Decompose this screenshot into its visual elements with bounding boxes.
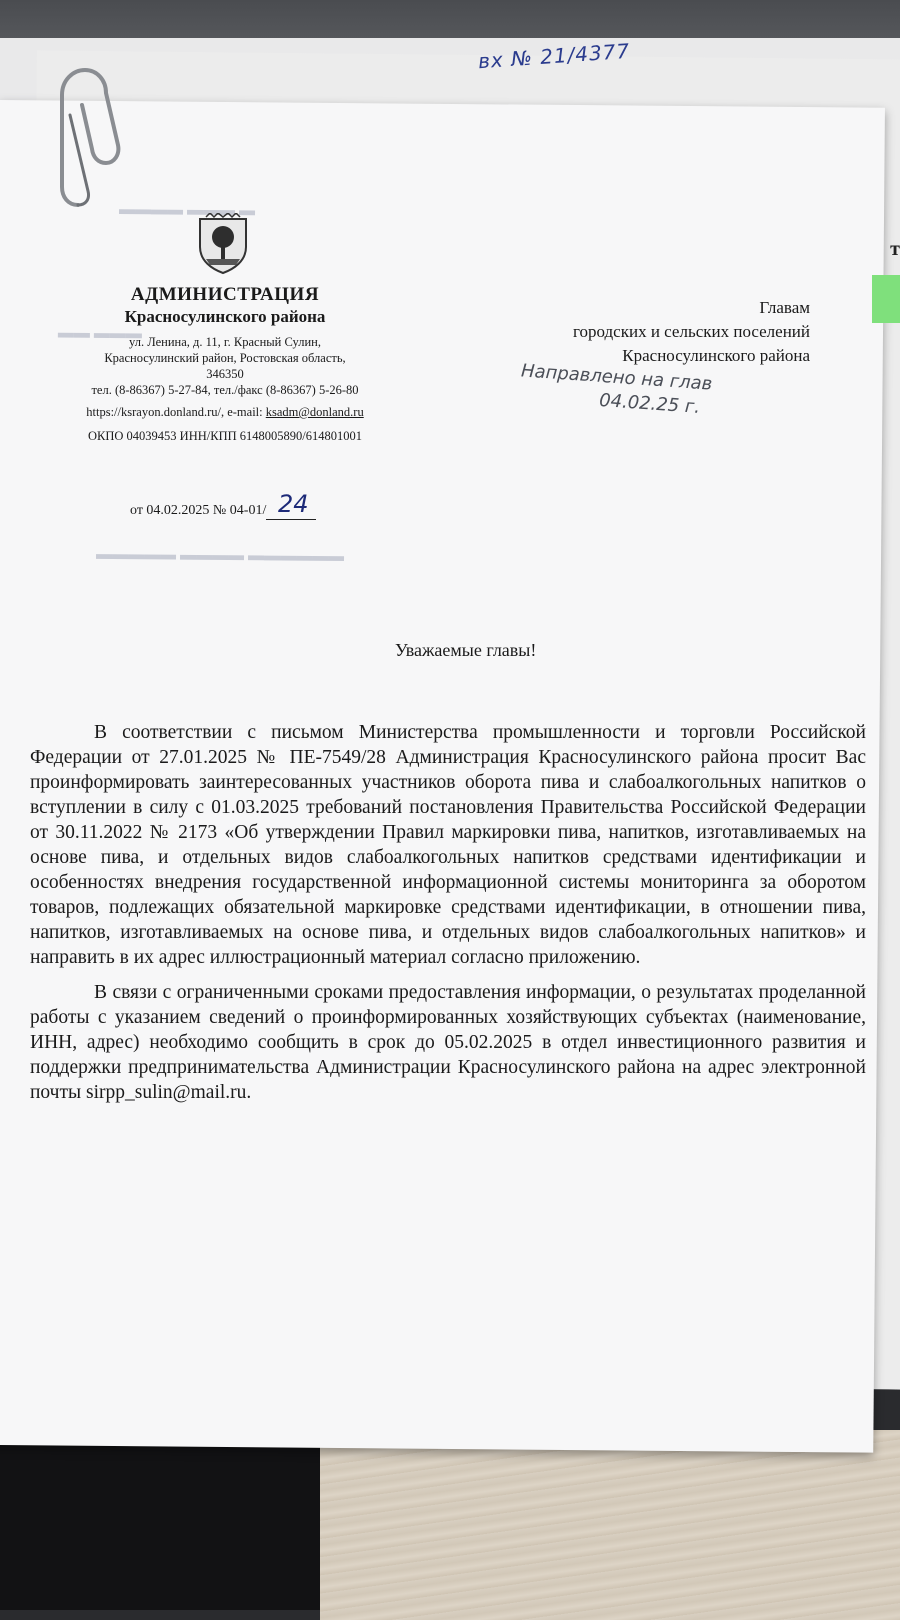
salutation: Уважаемые главы! — [395, 640, 537, 660]
paperclip-icon — [40, 55, 140, 215]
bleed-through-text: ▬▬▬▬ ▬▬▬ ▬ — [118, 201, 256, 220]
green-sticky-tab — [872, 275, 900, 323]
org-phones: тел. (8-86367) 5-27-84, тел./факс (8-86367) 5-26-80 — [91, 383, 359, 397]
body-paragraph-1: В соответствии с письмом Министерства промышленности и торговли Российской Федерации от 27.01.2025 № ПЕ-7549/28 Администрация Красносулинского района просит Вас проинформировать заинтересованных участников оборота пива и слабоалкогольных напитков о вступлении в силу с 01.03.2025 требований постановления Правительства Российской Федерации от 30.11.2022 № 2173 «Об утверждении Правил маркировки пива, напитков, изготавливаемых на основе пива, и отдельных видов слабоалкогольных напитков средствами идентификации и особенностях внедрения государственной информационной системы мониторинга за оборотом товаров, подлежащих обязательной маркировке средствами идентификации, в отношении пива, напитков, изготавливаемых на основе пива, и отдельных видов слабоалкогольных напитков» и направить в их адрес иллюстрационный материал согласно приложению. — [30, 722, 866, 968]
bleed-through-text: ▬▬▬▬▬ ▬▬▬▬ ▬▬▬▬▬▬ — [95, 545, 345, 566]
letter-body — [30, 720, 866, 1115]
organization-header — [57, 284, 390, 444]
coat-of-arms-icon — [196, 213, 250, 275]
org-codes: ОКПО 04039453 ИНН/КПП 6148005890/614801001 — [88, 429, 362, 443]
org-email-link[interactable]: ksadm@donland.ru — [265, 405, 364, 419]
adjacent-page-edge-letter: т — [890, 238, 900, 260]
org-address-1: ул. Ленина, д. 11, г. Красный Сулин, — [129, 335, 321, 349]
bleed-through-text: ▬▬ ▬▬▬ — [57, 324, 143, 343]
org-web-line — [60, 404, 390, 420]
reference-prefix: от 04.02.2025 № 04-01/ — [130, 503, 267, 518]
org-address-2: Красносулинский район, Ростовская область, — [104, 351, 346, 365]
incoming-number-handwriting: вх № 21/4377 — [477, 38, 631, 74]
addressee-line-2: городских и сельских поселений — [572, 322, 810, 341]
addressee-line-3: Красносулинского района — [622, 346, 810, 365]
resolution-line-1: Направлено на глав — [520, 360, 713, 395]
addressee-block — [470, 296, 810, 368]
background-wood-desk — [320, 1430, 900, 1620]
addressee-line-1: Главам — [759, 298, 810, 317]
org-subtitle: Красносулинского района — [124, 307, 326, 326]
org-website: https://ksrayon.donland.ru/, e-mail: — [86, 405, 266, 419]
reference-number-handwritten: 24 — [278, 490, 309, 518]
org-postcode: 346350 — [206, 367, 244, 381]
body-paragraph-2: В связи с ограниченными сроками предоставления информации, о результатах проделанной работы с указанием сведений о проинформированных хозяйствующих субъектах (наименование, ИНН, адрес) необходимо сообщить в срок до 05.02.2025 в отдел инвестиционного развития и поддержки предпринимательства Администрации Красносулинского района на адрес электронной почты sirpp_sulin@mail.ru. — [30, 982, 866, 1103]
org-title: АДМИНИСТРАЦИЯ — [130, 284, 320, 305]
resolution-line-2: 04.02.25 г. — [598, 389, 701, 418]
